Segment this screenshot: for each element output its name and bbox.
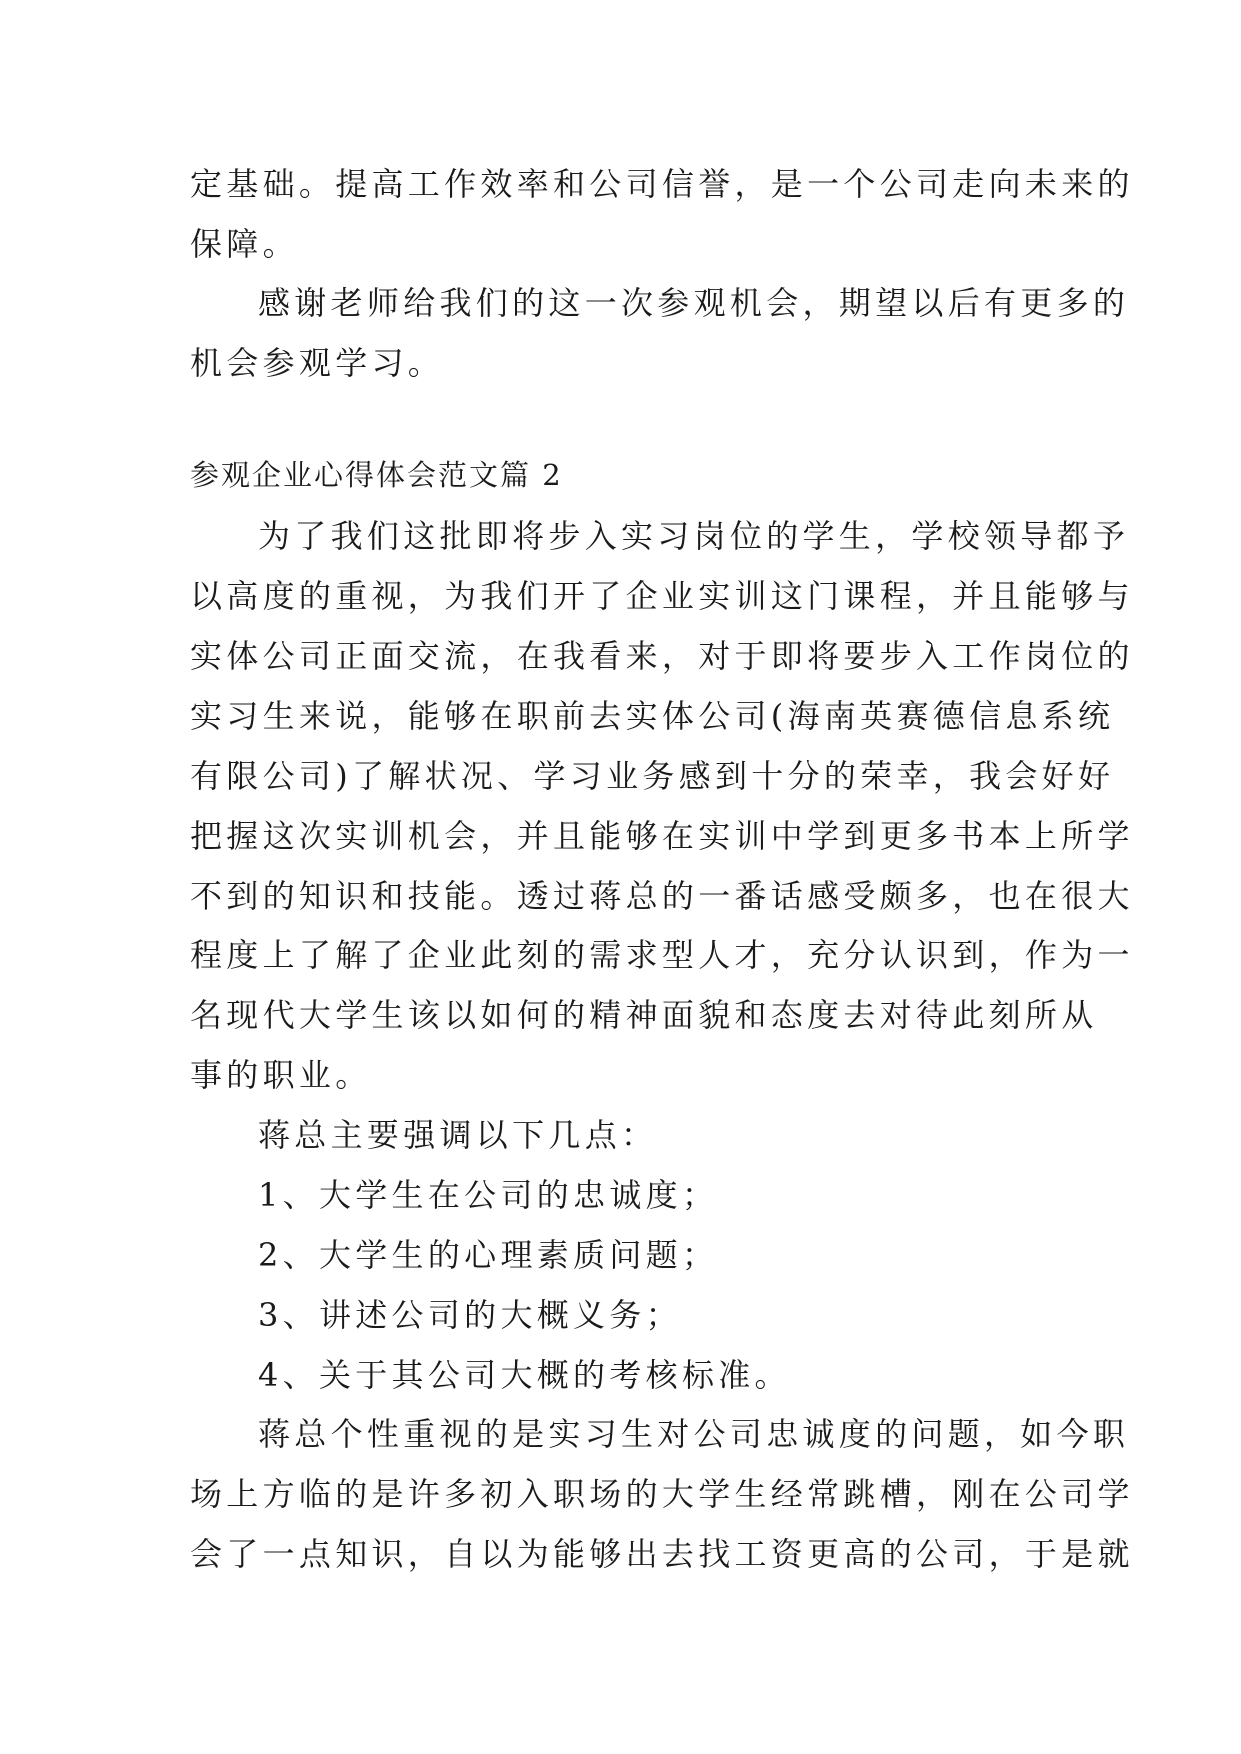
paragraph-line: 会了一点知识，自以为能够出去找工资更高的公司，于是就	[190, 1535, 1134, 1573]
list-item: 4、关于其公司大概的考核标准。	[258, 1356, 791, 1394]
list-item: 3、讲述公司的大概义务；	[258, 1296, 682, 1334]
paragraph-line: 蒋总个性重视的是实习生对公司忠诚度的问题，如今职	[258, 1415, 1130, 1453]
paragraph-line: 实习生来说，能够在职前去实体公司(海南英赛德信息系统	[190, 697, 1115, 735]
paragraph-line: 为了我们这批即将步入实习岗位的学生，学校领导都予	[258, 517, 1130, 555]
paragraph-line: 有限公司)了解状况、学习业务感到十分的荣幸，我会好好	[190, 757, 1115, 795]
list-item: 1、大学生在公司的忠诚度；	[258, 1176, 719, 1214]
paragraph-line: 场上方临的是许多初入职场的大学生经常跳槽，刚在公司学	[190, 1475, 1134, 1513]
paragraph-line: 机会参观学习。	[190, 344, 445, 382]
paragraph-line: 感谢老师给我们的这一次参观机会，期望以后有更多的	[258, 284, 1130, 322]
paragraph-line: 把握这次实训机会，并且能够在实训中学到更多书本上所学	[190, 817, 1134, 855]
paragraph-line: 保障。	[190, 225, 299, 263]
paragraph-line: 蒋总主要强调以下几点：	[258, 1116, 658, 1154]
list-item: 2、大学生的心理素质问题；	[258, 1236, 719, 1274]
paragraph-line: 不到的知识和技能。透过蒋总的一番话感受颇多，也在很大	[190, 877, 1134, 915]
paragraph-line: 事的职业。	[190, 1056, 372, 1094]
paragraph-line: 以高度的重视，为我们开了企业实训这门课程，并且能够与	[190, 577, 1134, 615]
paragraph-line: 名现代大学生该以如何的精神面貌和态度去对待此刻所从	[190, 996, 1098, 1034]
paragraph-line: 定基础。提高工作效率和公司信誉，是一个公司走向未来的	[190, 165, 1134, 203]
section-heading: 参观企业心得体会范文篇 2	[190, 458, 563, 492]
paragraph-line: 程度上了解了企业此刻的需求型人才，充分认识到，作为一	[190, 936, 1134, 974]
paragraph-line: 实体公司正面交流，在我看来，对于即将要步入工作岗位的	[190, 637, 1134, 675]
